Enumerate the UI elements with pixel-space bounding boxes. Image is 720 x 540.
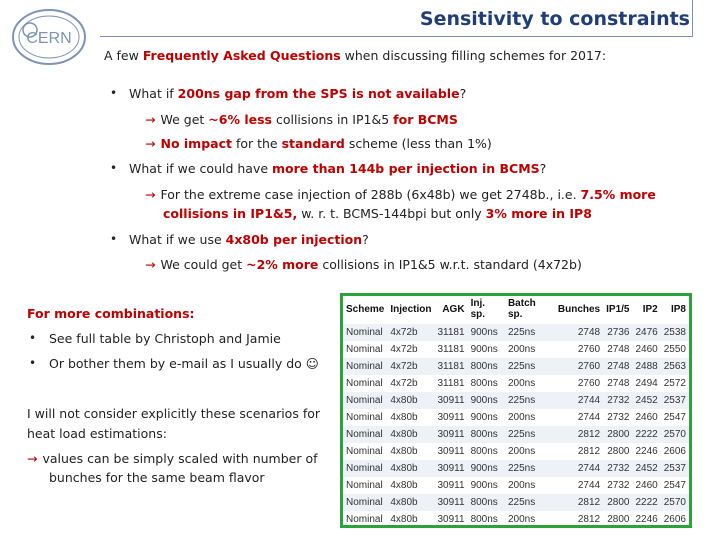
- faq-answer-1-2: → No impact for the standard scheme (less than 1%): [145, 136, 492, 151]
- conclusion-line-1: → values can be simply scaled with number of: [27, 451, 318, 466]
- more-item-2: Or bother them by e-mail as I usually do ☺: [49, 356, 319, 371]
- slide-title: Sensitivity to constraints: [419, 8, 690, 30]
- table-row: [343, 494, 689, 511]
- table-cell: 2563: [661, 358, 689, 375]
- col-header: AGK: [442, 303, 465, 315]
- bullet-icon: •: [110, 86, 118, 100]
- col-header: IP2: [642, 303, 658, 315]
- faq-question-1: What if 200ns gap from the SPS is not available?: [129, 86, 467, 101]
- table-cell: 900ns: [470, 412, 498, 423]
- table-cell: 2744: [555, 392, 603, 409]
- table-cell: 4x80b: [387, 426, 434, 443]
- table-cell: 4x72b: [390, 344, 418, 355]
- table-row: [343, 392, 689, 409]
- table-cell: 4x80b: [390, 412, 418, 423]
- table-cell: 2606: [663, 514, 686, 525]
- table-cell: 2800: [603, 494, 632, 511]
- table-cell: 2732: [603, 460, 632, 477]
- table-cell: 2572: [663, 378, 686, 389]
- table-cell: 225ns: [505, 324, 555, 341]
- table-cell: 2547: [663, 480, 686, 491]
- table-cell: 2744: [577, 412, 601, 423]
- table-cell: Nominal: [343, 494, 387, 511]
- table-row: [343, 426, 689, 443]
- col-header: Batch sp.: [507, 298, 536, 320]
- table-cell: 30911: [434, 494, 467, 511]
- col-header: IP1/5: [606, 303, 630, 315]
- table-cell: 2812: [577, 446, 601, 457]
- faq-answer-1-1: → We get ~6% less collisions in IP1&5 for BCMS: [145, 112, 458, 127]
- table-cell: 2537: [661, 460, 689, 477]
- table-cell: 200ns: [507, 480, 536, 491]
- table-cell: 225ns: [505, 460, 555, 477]
- table-cell: 800ns: [470, 514, 498, 525]
- table-cell: 4x80b: [390, 514, 418, 525]
- table-row: [343, 324, 689, 341]
- table-cell: 2488: [632, 358, 660, 375]
- table-cell: 200ns: [507, 514, 536, 525]
- cern-logo: [8, 6, 90, 68]
- table-cell: 2537: [661, 392, 689, 409]
- table-cell: Nominal: [343, 324, 387, 341]
- faq-question-2: What if we could have more than 144b per injection in BCMS?: [129, 161, 547, 176]
- filling-schemes-table: [340, 293, 692, 528]
- table-cell: 30911: [434, 392, 467, 409]
- table-cell: 30911: [437, 480, 465, 491]
- table-cell: 2570: [661, 494, 689, 511]
- table-cell: 4x72b: [387, 358, 434, 375]
- table-cell: 31181: [437, 344, 465, 355]
- table-cell: Nominal: [343, 460, 387, 477]
- table-cell: 31181: [434, 358, 467, 375]
- table-cell: 30911: [434, 460, 467, 477]
- table-cell: 2606: [663, 446, 686, 457]
- table-cell: 2812: [555, 494, 603, 511]
- table-cell: 4x72b: [387, 324, 434, 341]
- table-cell: 30911: [437, 446, 465, 457]
- table-cell: 30911: [434, 426, 467, 443]
- table-cell: 225ns: [505, 494, 555, 511]
- table-cell: 30911: [437, 412, 465, 423]
- arrow-right-icon: →: [27, 451, 38, 466]
- table-cell: 2222: [632, 426, 660, 443]
- more-item-1: See full table by Christoph and Jamie: [49, 331, 281, 346]
- table-cell: 2732: [603, 392, 632, 409]
- faq-question-3: What if we use 4x80b per injection?: [129, 232, 369, 247]
- table-cell: Nominal: [343, 392, 387, 409]
- table-cell: 2732: [607, 412, 630, 423]
- arrow-right-icon: →: [145, 112, 156, 127]
- table-cell: 900ns: [470, 344, 498, 355]
- more-title: For more combinations:: [27, 306, 195, 321]
- table-cell: 4x80b: [390, 480, 418, 491]
- faq-answer-2-1: → For the extreme case injection of 288b (6x48b) we get 2748b., i.e. 7.5% more: [145, 187, 656, 202]
- table-cell: 2547: [663, 412, 686, 423]
- table-cell: 2760: [555, 358, 603, 375]
- arrow-right-icon: →: [145, 187, 156, 202]
- bullet-icon: •: [110, 161, 118, 175]
- table-cell: 200ns: [507, 412, 536, 423]
- title-rule-vertical: [692, 0, 693, 37]
- table-cell: Nominal: [343, 426, 387, 443]
- intro-text: A few Frequently Asked Questions when discussing filling schemes for 2017:: [104, 48, 607, 63]
- note-line-2: heat load estimations:: [27, 426, 167, 441]
- table-cell: 200ns: [507, 344, 536, 355]
- table-cell: Nominal: [343, 358, 387, 375]
- table-header-row: [343, 296, 689, 324]
- table-cell: 2744: [577, 480, 601, 491]
- table-row: [343, 358, 689, 375]
- table-cell: 4x80b: [387, 460, 434, 477]
- table-cell: 31181: [434, 324, 467, 341]
- table-cell: 2760: [577, 378, 601, 389]
- bullet-icon: •: [29, 356, 37, 370]
- table-cell: 2744: [555, 460, 603, 477]
- table-cell: 2476: [632, 324, 660, 341]
- table-cell: 2732: [607, 480, 630, 491]
- table-cell: 2460: [635, 344, 658, 355]
- table-cell: 2748: [555, 324, 603, 341]
- table-row: [343, 460, 689, 477]
- table-cell: 4x80b: [390, 446, 418, 457]
- table-cell: 200ns: [507, 446, 536, 457]
- col-header: Inj. sp.: [470, 298, 486, 320]
- col-header: Injection: [390, 303, 432, 315]
- table-cell: 2812: [577, 514, 601, 525]
- table-cell: 4x80b: [387, 392, 434, 409]
- bullet-icon: •: [110, 232, 118, 246]
- table-cell: 2748: [607, 378, 630, 389]
- table-row: [343, 409, 689, 426]
- table-cell: Nominal: [346, 378, 383, 389]
- table-cell: Nominal: [346, 480, 383, 491]
- table-cell: Nominal: [346, 412, 383, 423]
- table-cell: 800ns: [470, 378, 498, 389]
- table-cell: 200ns: [507, 378, 536, 389]
- faq-answer-3-1: → We could get ~2% more collisions in IP1&5 w.r.t. standard (4x72b): [145, 257, 582, 272]
- table-cell: 2748: [603, 358, 632, 375]
- table-row: [343, 443, 689, 460]
- table-row: [343, 477, 689, 494]
- table-row: [343, 341, 689, 358]
- table-cell: 2222: [632, 494, 660, 511]
- bullet-icon: •: [29, 331, 37, 345]
- table-cell: 2246: [635, 446, 658, 457]
- arrow-right-icon: →: [145, 136, 156, 151]
- table-cell: Nominal: [346, 446, 383, 457]
- table-cell: 30911: [437, 514, 465, 525]
- table-cell: 900ns: [468, 460, 505, 477]
- table-cell: 900ns: [468, 324, 505, 341]
- table-cell: 900ns: [468, 392, 505, 409]
- table-cell: 4x80b: [387, 494, 434, 511]
- col-header: Bunches: [557, 303, 601, 315]
- table-cell: 2246: [635, 514, 658, 525]
- table-cell: 800ns: [468, 426, 505, 443]
- logo-text: CERN: [26, 30, 72, 47]
- table-cell: 800ns: [468, 358, 505, 375]
- table-cell: 800ns: [470, 446, 498, 457]
- table-cell: 2460: [635, 480, 658, 491]
- table-cell: 2800: [603, 426, 632, 443]
- table-cell: 2570: [661, 426, 689, 443]
- table-cell: 2452: [632, 460, 660, 477]
- faq-answer-2-2: collisions in IP1&5, w. r. t. BCMS-144bpi but only 3% more in IP8: [163, 206, 592, 221]
- table-cell: 2812: [555, 426, 603, 443]
- table-cell: 2494: [635, 378, 658, 389]
- table-cell: 225ns: [505, 392, 555, 409]
- note-line-1: I will not consider explicitly these scenarios for: [27, 406, 321, 421]
- table-cell: 2760: [577, 344, 601, 355]
- table-cell: 225ns: [505, 358, 555, 375]
- title-rule: [100, 36, 692, 37]
- col-header: Scheme: [346, 303, 385, 315]
- table-cell: 31181: [437, 378, 465, 389]
- conclusion-line-2: bunches for the same beam flavor: [49, 470, 265, 485]
- arrow-right-icon: →: [145, 257, 156, 272]
- table-cell: 800ns: [468, 494, 505, 511]
- table-cell: Nominal: [346, 344, 383, 355]
- table-cell: 2800: [607, 514, 630, 525]
- col-header: IP8: [670, 303, 686, 315]
- table-cell: 2538: [661, 324, 689, 341]
- table-cell: Nominal: [346, 514, 383, 525]
- table-cell: 2800: [607, 446, 630, 457]
- table-cell: 2452: [632, 392, 660, 409]
- table-row: [343, 511, 689, 528]
- table-row: [343, 375, 689, 392]
- table-cell: 2748: [607, 344, 630, 355]
- table-cell: 4x72b: [390, 378, 418, 389]
- table-cell: 2460: [635, 412, 658, 423]
- table-cell: 2550: [663, 344, 686, 355]
- table-cell: 900ns: [470, 480, 498, 491]
- table-cell: 2736: [603, 324, 632, 341]
- table-cell: 225ns: [505, 426, 555, 443]
